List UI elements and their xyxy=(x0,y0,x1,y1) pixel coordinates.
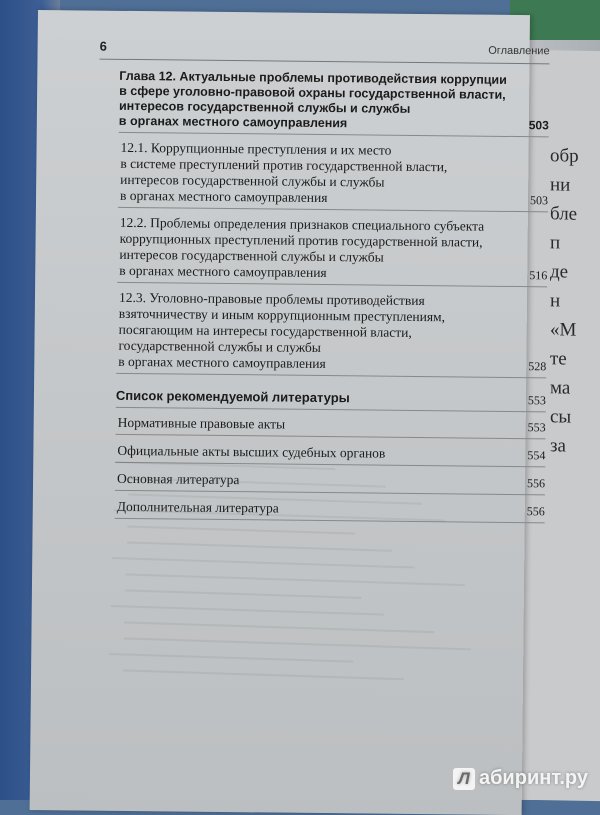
adjacent-page-text: обр xyxy=(550,145,579,167)
section-line: взяточничеству и иным коррупционным преступлениям, xyxy=(118,305,446,325)
section-page: 503 xyxy=(529,193,549,208)
adjacent-page-text: те xyxy=(550,348,567,370)
section-line: 12.3. Уголовно-правовые проблемы противодействия xyxy=(118,289,425,309)
show-through-line xyxy=(115,461,335,470)
watermark-text: абиринт.ру xyxy=(478,767,588,789)
running-head xyxy=(99,39,549,65)
show-through-line xyxy=(124,621,434,633)
show-through-line xyxy=(109,653,353,663)
chapter-page: 503 xyxy=(528,118,549,133)
toc-literature-item[interactable] xyxy=(116,415,546,436)
toc-section-12-2[interactable] xyxy=(117,215,548,283)
chapter-line: в органах местного самоуправления xyxy=(118,113,348,131)
item-label: Основная литература xyxy=(117,470,240,488)
chapter-line: интересов государственной службы и службы xyxy=(118,98,411,116)
section-line: интересов государственной службы и службы xyxy=(120,171,385,190)
section-line: в органах местного самоуправления xyxy=(119,262,327,281)
page-number: 6 xyxy=(99,38,107,54)
section-page: 528 xyxy=(528,359,547,374)
show-through-line xyxy=(111,605,384,616)
section-line: 12.2. Проблемы определения признаков специального субъекта xyxy=(119,214,485,234)
show-through-line xyxy=(127,525,355,534)
item-label: Нормативные правовые акты xyxy=(117,414,286,432)
show-through-line xyxy=(129,478,386,488)
item-page: 553 xyxy=(527,420,546,435)
literature-title: Список рекомендуемой литературы xyxy=(115,387,350,406)
running-title: Оглавление xyxy=(488,44,550,58)
section-line: 12.1. Коррупционные преступления и их место xyxy=(120,139,392,158)
show-through-line xyxy=(125,589,361,598)
adjacent-page-text: бле xyxy=(550,203,578,225)
item-label: Официальные акты высших судебных органов xyxy=(117,442,386,461)
chapter-line: Глава 12. Актуальные проблемы противодействия коррупции xyxy=(119,68,507,87)
section-line: государственной службы и службы xyxy=(118,337,321,355)
show-through-line xyxy=(127,541,392,551)
show-through-line xyxy=(123,669,404,680)
section-line: посягающим на интересы государственной власти, xyxy=(118,321,412,340)
toc-literature[interactable] xyxy=(116,388,546,409)
adjacent-page-text: п xyxy=(550,232,561,254)
section-line: коррупционных преступлений против государственной власти, xyxy=(119,230,483,250)
adjacent-page-text: ма xyxy=(550,377,571,399)
toc-chapter-12[interactable] xyxy=(119,69,550,133)
toc-section-12-1[interactable] xyxy=(118,140,549,208)
chapter-line: в сфере уголовно-правовой охраны государственной власти, xyxy=(119,83,506,102)
section-line: в органах местного самоуправления xyxy=(119,187,328,206)
show-through-line xyxy=(124,637,471,650)
show-through-line xyxy=(112,557,414,568)
section-line: в органах местного самоуправления xyxy=(118,353,326,372)
section-line: в системе преступлений против государственной власти, xyxy=(120,155,448,175)
item-page: 554 xyxy=(527,448,546,463)
labirint-watermark xyxy=(453,767,588,790)
section-line: интересов государственной службы и службы xyxy=(119,246,384,265)
labirint-logo-icon: Л xyxy=(453,768,475,790)
item-page: 556 xyxy=(526,476,546,491)
adjacent-page-text: ни xyxy=(550,174,571,196)
item-label: Дополнительная литература xyxy=(116,498,279,516)
toc-section-12-3[interactable] xyxy=(116,290,547,374)
show-through-text xyxy=(109,447,476,682)
show-through-line xyxy=(126,573,465,586)
show-through-line xyxy=(128,494,422,505)
section-page: 516 xyxy=(529,268,548,283)
adjacent-page-text: за xyxy=(550,435,566,457)
show-through-line xyxy=(114,509,445,521)
adjacent-page-text: де xyxy=(550,261,569,283)
adjacent-page-text: н xyxy=(550,290,561,312)
adjacent-page-text: сы xyxy=(550,406,572,428)
literature-page: 553 xyxy=(527,393,547,408)
adjacent-page-text: «М xyxy=(550,319,577,341)
item-page: 556 xyxy=(526,504,545,519)
